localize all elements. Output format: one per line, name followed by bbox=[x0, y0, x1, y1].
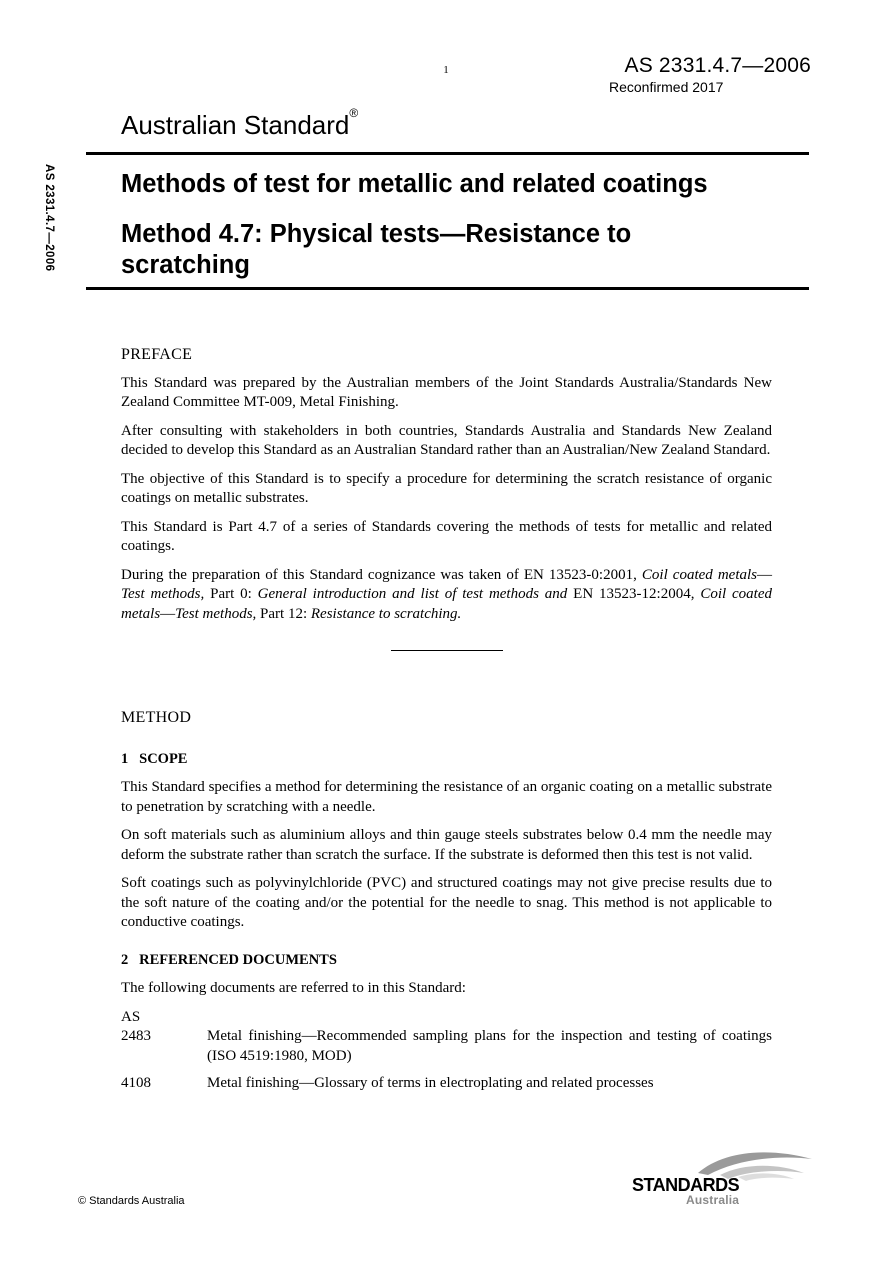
reference-code: 2483 bbox=[121, 1028, 151, 1044]
copyright-notice: © Standards Australia bbox=[78, 1195, 185, 1207]
method-section bbox=[121, 708, 772, 1102]
preface-paragraph: This Standard was prepared by the Australian members of the Joint Standards Australia/Standards New Zealand Committee MT-009, Metal Finishing. bbox=[121, 374, 772, 410]
method-heading: METHOD bbox=[121, 709, 192, 726]
preface-section bbox=[121, 345, 772, 651]
header-rule-bottom bbox=[86, 287, 809, 290]
text-run: — bbox=[757, 566, 772, 583]
preface-paragraph: The objective of this Standard is to specify a procedure for determining the scratch resistance of organic coatings on metallic substrates. bbox=[121, 470, 772, 506]
text-run: Part 0: bbox=[204, 586, 258, 602]
citation-title: Test methods, bbox=[121, 586, 205, 602]
reference-row bbox=[121, 1027, 772, 1066]
preface-paragraph bbox=[121, 566, 772, 625]
references-heading: 2 REFERENCED DOCUMENTS bbox=[121, 951, 337, 968]
registered-mark: ® bbox=[349, 106, 359, 120]
text-run: Part 12: bbox=[256, 605, 311, 622]
preface-paragraph: After consulting with stakeholders in both countries, Standards Australia and Standards New Zealand decided to develop this Standard as an Australian Standard rather than an Australian/New Zealand Standard. bbox=[121, 422, 772, 458]
scope-paragraph: On soft materials such as aluminium alloys and thin gauge steels substrates below 0.4 mm the needle may deform the substrate rather than scratch the surface. If the substrate is deformed then this test is not valid. bbox=[121, 827, 772, 863]
section-divider bbox=[391, 650, 503, 651]
text-run: During the preparation of this Standard cognizance was taken of EN 13523-0:2001, bbox=[121, 566, 642, 583]
scope-paragraph: This Standard specifies a method for determining the resistance of an organic coating on a metallic substrate to penetration by scratching with a needle. bbox=[121, 779, 772, 815]
page-number: 1 bbox=[443, 64, 449, 76]
citation-title: Resistance to scratching. bbox=[310, 605, 462, 622]
brand-text: Australian Standard bbox=[121, 110, 350, 140]
brand-title bbox=[121, 106, 359, 141]
scope-heading: 1 SCOPE bbox=[121, 750, 188, 767]
preface-paragraph: This Standard is Part 4.7 of a series of Standards covering the methods of tests for metallic and related coatings. bbox=[121, 518, 772, 554]
citation-title: Coil coated metals bbox=[121, 586, 772, 622]
document-title: Methods of test for metallic and related coatings bbox=[121, 170, 708, 198]
references-group-label: AS bbox=[121, 1008, 141, 1025]
references-intro: The following documents are referred to in this Standard: bbox=[121, 980, 466, 996]
reference-code: 4108 bbox=[121, 1075, 151, 1091]
citation-title: Test methods, bbox=[175, 605, 257, 622]
logo-subtext: Australia bbox=[686, 1193, 740, 1207]
standard-number: AS 2331.4.7—2006 bbox=[624, 54, 811, 77]
reference-title: Metal finishing—Glossary of terms in electroplating and related processes bbox=[207, 1075, 654, 1091]
scope-paragraph: Soft coatings such as polyvinylchloride (PVC) and structured coatings may not give precise results due to the soft nature of the coating and/or the potential for the needle to snag. This method is not applicable to conductive coatings. bbox=[121, 875, 772, 930]
method-title: Method 4.7: Physical tests—Resistance to scratching bbox=[121, 220, 632, 279]
side-standard-label: AS 2331.4.7—2006 bbox=[43, 164, 55, 272]
preface-heading: PREFACE bbox=[121, 346, 193, 363]
reference-row bbox=[121, 1074, 772, 1094]
reference-title: Metal finishing—Recommended sampling plans for the inspection and testing of coatings (ISO 4519:1980, MOD) bbox=[207, 1028, 772, 1064]
citation-title: General introduction and list of test methods and bbox=[257, 586, 568, 602]
citation-title: Coil coated metals bbox=[641, 566, 757, 583]
header-rule-top bbox=[86, 152, 809, 155]
reconfirmed-note: Reconfirmed 2017 bbox=[609, 79, 724, 95]
text-run: — bbox=[160, 605, 176, 622]
logo-wordmark: STANDARDS bbox=[632, 1175, 740, 1195]
text-run: EN 13523-12:2004, bbox=[567, 586, 701, 602]
